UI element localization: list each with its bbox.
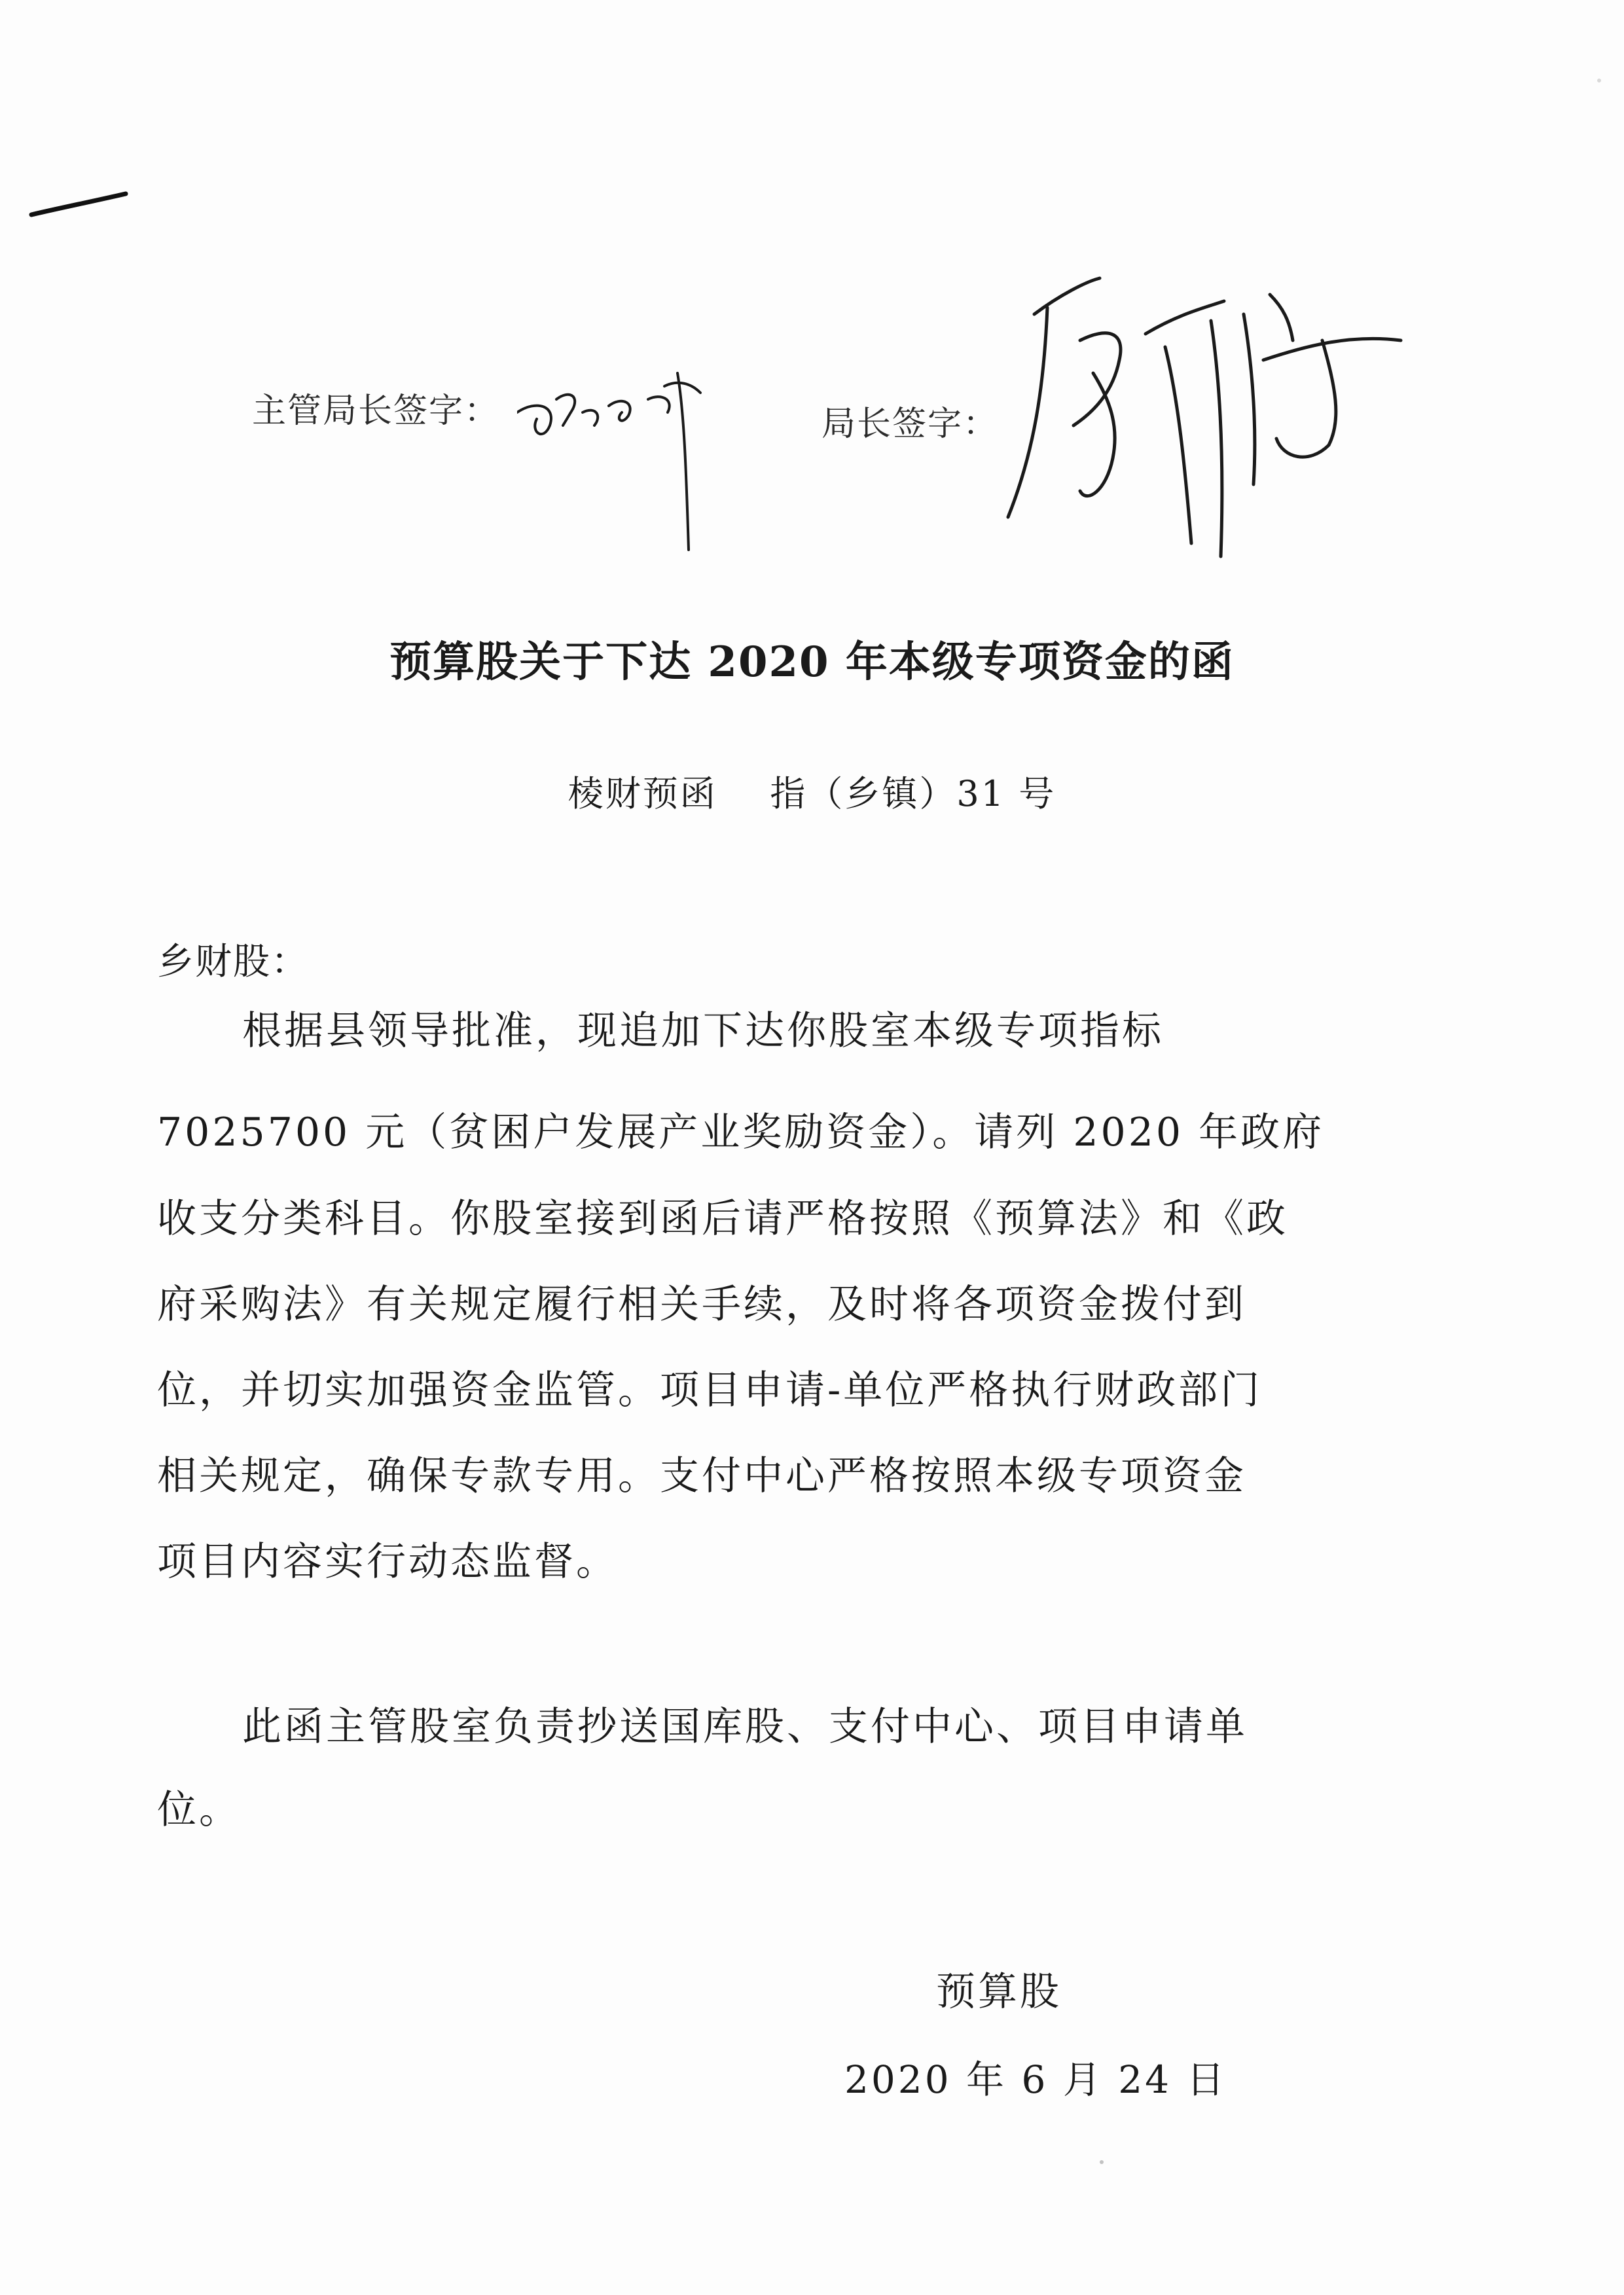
signer-department: 预算股 — [936, 1969, 1062, 2015]
document-number: 棱财预函 指（乡镇）31 号 — [568, 773, 1056, 814]
salutation: 乡财股： — [157, 941, 309, 983]
scan-speck — [1100, 2160, 1104, 2164]
document-title: 预算股关于下达 2020 年本级专项资金的函 — [389, 638, 1235, 687]
supervisor-signature-label: 主管局长签字： — [252, 391, 500, 431]
director-signature-label: 局长签字： — [821, 405, 999, 444]
document-date: 2020 年 6 月 24 日 — [844, 2057, 1227, 2102]
body-line: 相关规定，确保专款专用。支付中心严格按照本级专项资金 — [157, 1453, 1246, 1499]
body-line: 收支分类科目。你股室接到函后请严格按照《预算法》和《政 — [157, 1196, 1288, 1242]
body-line: 7025700 元（贫困户发展产业奖励资金）。请列 2020 年政府 — [157, 1110, 1325, 1155]
handwritten-dash-mark — [26, 183, 131, 223]
scan-speck — [1597, 79, 1601, 82]
body-line: 根据县领导批准，现追加下达你股室本级专项指标 — [242, 1008, 1164, 1054]
body-line: 位，并切实加强资金监管。项目申请-单位严格执行财政部门 — [157, 1367, 1263, 1413]
body-line: 府采购法》有关规定履行相关手续，及时将各项资金拨付到 — [157, 1282, 1246, 1328]
director-handwritten-signature — [995, 268, 1414, 569]
cc-line: 此函主管股室负责抄送国库股、支付中心、项目申请单 — [242, 1704, 1248, 1750]
body-line: 项目内容实行动态监督。 — [157, 1539, 618, 1585]
supervisor-handwritten-signature — [517, 334, 713, 563]
cc-line: 位。 — [157, 1787, 241, 1833]
